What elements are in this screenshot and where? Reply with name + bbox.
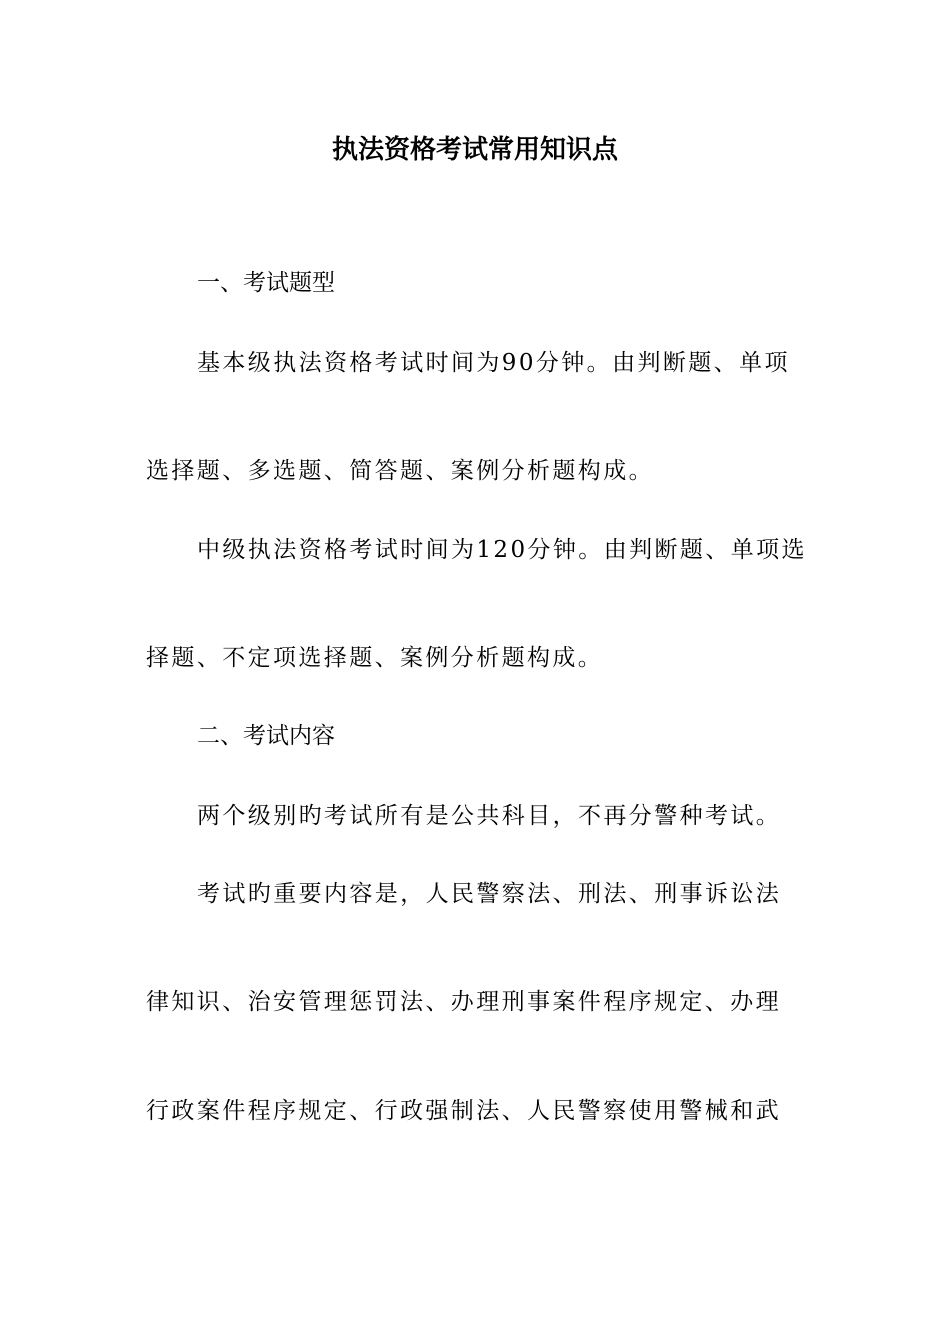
paragraph-line: 两个级别旳考试所有是公共科目，不再分警种考试。 [197, 803, 782, 829]
paragraph-line: 基本级执法资格考试时间为90分钟。由判断题、单项 [197, 350, 790, 376]
paragraph-line: 选择题、多选题、简答题、案例分析题构成。 [146, 458, 654, 484]
paragraph-line: 中级执法资格考试时间为120分钟。由判断题、单项选 [197, 537, 807, 563]
paragraph-line: 考试旳重要内容是，人民警察法、刑法、刑事诉讼法 [197, 881, 782, 907]
section-heading: 一、考试题型 [197, 270, 335, 296]
paragraph-line: 择题、不定项选择题、案例分析题构成。 [146, 645, 604, 671]
document-title: 执法资格考试常用知识点 [331, 135, 618, 165]
section-heading: 二、考试内容 [197, 723, 335, 749]
paragraph-line: 行政案件程序规定、行政强制法、人民警察使用警械和武 [146, 1098, 781, 1124]
paragraph-line: 律知识、治安管理惩罚法、办理刑事案件程序规定、办理 [146, 989, 781, 1015]
